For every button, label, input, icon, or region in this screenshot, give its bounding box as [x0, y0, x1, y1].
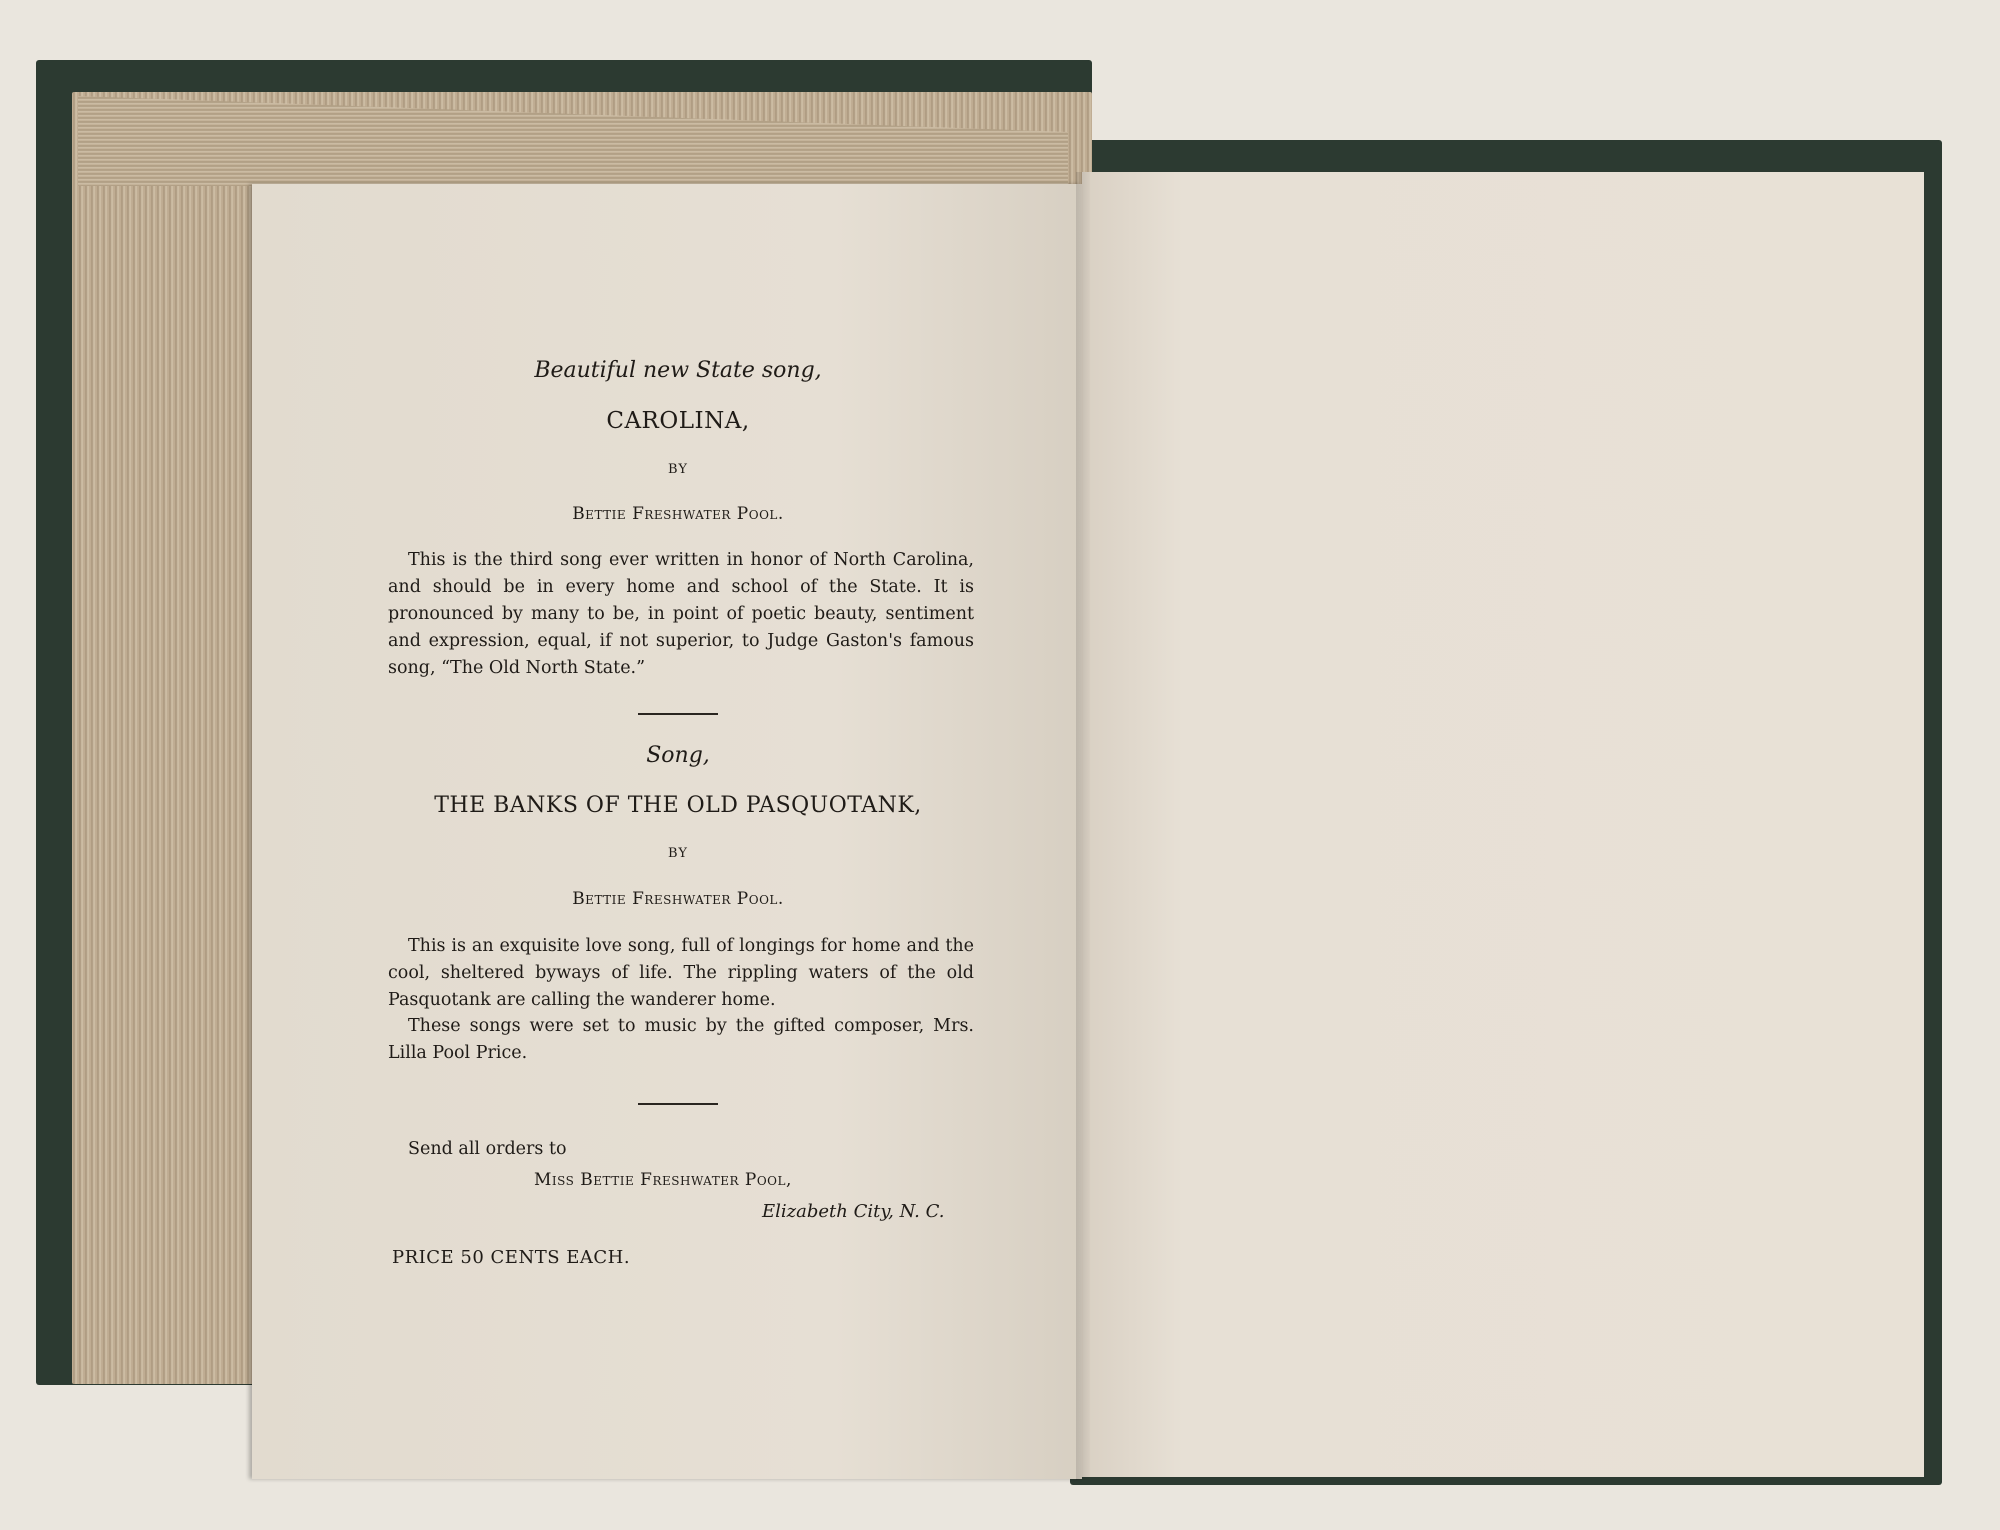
orders-label: Send all orders to: [408, 1139, 567, 1159]
description-carolina: This is the third song ever written in honor of North Carolina, and should be in every home and school of the State. It is pronounced by many to be, in point of poetic beauty, sentiment and expression, equal, if not superior, to Judge Gaston's famous song, “The Old North State.”: [388, 550, 974, 678]
song-label: Song,: [646, 743, 710, 768]
author-name-2: Bettie Freshwater Pool.: [572, 889, 784, 909]
song-title-carolina: CAROLINA,: [606, 408, 750, 434]
orders-name: Miss Bettie Freshwater Pool,: [534, 1170, 792, 1190]
composer-note: These songs were set to music by the gifted composer, Mrs. Lilla Pool Price.: [388, 1016, 974, 1063]
orders-city: Elizabeth City, N. C.: [762, 1201, 945, 1222]
right-page: [1082, 172, 1924, 1477]
price-line: PRICE 50 CENTS EACH.: [392, 1247, 631, 1268]
book-gutter: [1076, 172, 1090, 1480]
description-pasquotank: This is an exquisite love song, full of longings for home and the cool, sheltered byways of life. The rippling waters of the old Pasquotank are calling the wanderer home.: [388, 936, 974, 1010]
intro-line: Beautiful new State song,: [534, 358, 822, 383]
divider-1: [638, 713, 718, 715]
by-label-1: BY: [668, 462, 688, 477]
song-title-pasquotank: THE BANKS OF THE OLD PASQUOTANK,: [434, 793, 922, 818]
divider-2: [638, 1103, 718, 1105]
author-name-1: Bettie Freshwater Pool.: [572, 504, 784, 524]
by-label-2: BY: [668, 846, 688, 861]
